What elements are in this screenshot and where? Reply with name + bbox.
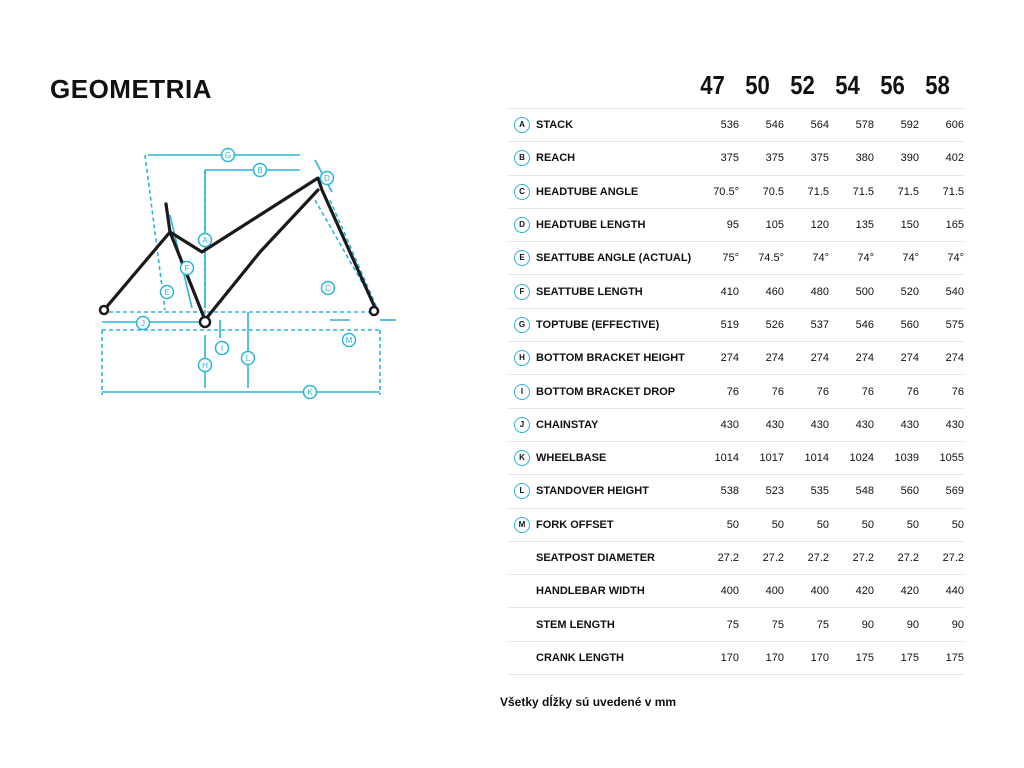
row-value: 50 xyxy=(874,508,919,541)
diagram-marker-label: B xyxy=(257,166,263,175)
row-value: 170 xyxy=(739,641,784,674)
row-badge-letter: A xyxy=(514,117,530,133)
row-label: HEADTUBE LENGTH xyxy=(536,208,694,241)
row-value: 76 xyxy=(739,375,784,408)
table-row xyxy=(508,242,964,275)
row-badge xyxy=(508,109,536,142)
row-value: 274 xyxy=(694,342,739,375)
row-value: 75 xyxy=(784,608,829,641)
row-value: 564 xyxy=(784,109,829,142)
row-badge-letter: G xyxy=(514,317,530,333)
row-value: 274 xyxy=(919,342,964,375)
row-value: 27.2 xyxy=(694,541,739,574)
row-badge xyxy=(508,608,536,641)
row-value: 75 xyxy=(739,608,784,641)
row-value: 538 xyxy=(694,475,739,508)
row-value: 75° xyxy=(694,242,739,275)
row-value: 74.5° xyxy=(739,242,784,275)
row-value: 375 xyxy=(694,142,739,175)
diagram-marker-label: H xyxy=(202,361,208,370)
diagram-marker-label: I xyxy=(220,344,224,353)
row-value: 523 xyxy=(739,475,784,508)
row-badge-letter: C xyxy=(514,184,530,200)
table-row xyxy=(508,175,964,208)
row-value: 520 xyxy=(874,275,919,308)
row-value: 274 xyxy=(874,342,919,375)
row-value: 75 xyxy=(694,608,739,641)
row-label: SEATPOST DIAMETER xyxy=(536,541,694,574)
row-value: 1024 xyxy=(829,441,874,474)
diagram-marker-h xyxy=(199,359,212,372)
row-value: 90 xyxy=(874,608,919,641)
row-badge xyxy=(508,575,536,608)
row-value: 460 xyxy=(739,275,784,308)
table-row xyxy=(508,308,964,341)
table-row xyxy=(508,508,964,541)
row-badge-letter: D xyxy=(514,217,530,233)
row-value: 560 xyxy=(874,308,919,341)
diagram-marker-b xyxy=(254,164,267,177)
diagram-marker-label: L xyxy=(245,354,251,363)
row-value: 1014 xyxy=(784,441,829,474)
row-badge-letter: J xyxy=(514,417,530,433)
row-value: 546 xyxy=(829,308,874,341)
row-value: 50 xyxy=(784,508,829,541)
row-badge xyxy=(508,541,536,574)
row-value: 170 xyxy=(784,641,829,674)
table-row xyxy=(508,342,964,375)
diagram-marker-label: G xyxy=(224,151,232,160)
row-value: 537 xyxy=(784,308,829,341)
row-value: 120 xyxy=(784,208,829,241)
row-value: 548 xyxy=(829,475,874,508)
row-value: 165 xyxy=(919,208,964,241)
row-badge-letter: I xyxy=(514,384,530,400)
row-value: 175 xyxy=(874,641,919,674)
row-value: 430 xyxy=(919,408,964,441)
bike-geometry-diagram xyxy=(90,140,410,410)
row-value: 27.2 xyxy=(739,541,784,574)
row-value: 400 xyxy=(694,575,739,608)
size-header-52: 52 xyxy=(790,70,815,100)
row-label: STACK xyxy=(536,109,694,142)
row-label: STEM LENGTH xyxy=(536,608,694,641)
row-value: 1055 xyxy=(919,441,964,474)
row-value: 274 xyxy=(739,342,784,375)
row-value: 400 xyxy=(784,575,829,608)
row-value: 175 xyxy=(829,641,874,674)
diagram-marker-d xyxy=(321,172,334,185)
row-value: 74° xyxy=(829,242,874,275)
diagram-marker-label: J xyxy=(141,319,145,328)
row-value: 274 xyxy=(829,342,874,375)
row-badge xyxy=(508,275,536,308)
row-value: 569 xyxy=(919,475,964,508)
diagram-marker-label: D xyxy=(324,174,330,183)
row-value: 50 xyxy=(919,508,964,541)
row-value: 170 xyxy=(694,641,739,674)
row-value: 274 xyxy=(784,342,829,375)
diagram-marker-c xyxy=(322,282,335,295)
row-badge-letter: E xyxy=(514,250,530,266)
row-badge xyxy=(508,441,536,474)
row-value: 71.5 xyxy=(874,175,919,208)
size-header-47: 47 xyxy=(700,70,725,100)
row-value: 50 xyxy=(829,508,874,541)
row-value: 546 xyxy=(739,109,784,142)
row-value: 560 xyxy=(874,475,919,508)
geometry-table xyxy=(508,108,964,675)
row-badge-letter: F xyxy=(514,284,530,300)
row-label: SEATTUBE ANGLE (ACTUAL) xyxy=(536,242,694,275)
row-label: STANDOVER HEIGHT xyxy=(536,475,694,508)
table-row xyxy=(508,608,964,641)
row-value: 430 xyxy=(784,408,829,441)
row-badge xyxy=(508,508,536,541)
table-row xyxy=(508,541,964,574)
row-value: 390 xyxy=(874,142,919,175)
row-badge xyxy=(508,308,536,341)
row-value: 27.2 xyxy=(784,541,829,574)
row-value: 430 xyxy=(694,408,739,441)
row-value: 480 xyxy=(784,275,829,308)
row-value: 71.5 xyxy=(784,175,829,208)
table-row xyxy=(508,375,964,408)
row-value: 500 xyxy=(829,275,874,308)
row-value: 1017 xyxy=(739,441,784,474)
row-value: 90 xyxy=(919,608,964,641)
row-value: 105 xyxy=(739,208,784,241)
diagram-marker-g xyxy=(222,149,235,162)
row-value: 380 xyxy=(829,142,874,175)
diagram-marker-label: K xyxy=(307,388,313,397)
diagram-marker-k xyxy=(304,386,317,399)
row-badge xyxy=(508,342,536,375)
row-value: 430 xyxy=(739,408,784,441)
row-value: 1039 xyxy=(874,441,919,474)
diagram-marker-label: F xyxy=(184,264,190,273)
diagram-marker-j xyxy=(137,317,150,330)
row-value: 27.2 xyxy=(874,541,919,574)
size-header-56: 56 xyxy=(880,70,905,100)
row-value: 420 xyxy=(874,575,919,608)
row-value: 592 xyxy=(874,109,919,142)
row-value: 375 xyxy=(739,142,784,175)
diagram-marker-l xyxy=(242,352,255,365)
row-value: 430 xyxy=(829,408,874,441)
diagram-marker-label: A xyxy=(202,236,208,245)
diagram-marker-label: C xyxy=(325,284,331,293)
row-value: 70.5° xyxy=(694,175,739,208)
row-badge-letter: H xyxy=(514,350,530,366)
row-value: 410 xyxy=(694,275,739,308)
diagram-marker-f xyxy=(181,262,194,275)
row-badge xyxy=(508,375,536,408)
row-value: 400 xyxy=(739,575,784,608)
size-header xyxy=(690,70,960,101)
row-badge xyxy=(508,142,536,175)
row-value: 27.2 xyxy=(829,541,874,574)
row-label: SEATTUBE LENGTH xyxy=(536,275,694,308)
row-value: 74° xyxy=(784,242,829,275)
row-label: CRANK LENGTH xyxy=(536,641,694,674)
row-label: HEADTUBE ANGLE xyxy=(536,175,694,208)
row-value: 70.5 xyxy=(739,175,784,208)
row-value: 50 xyxy=(694,508,739,541)
row-value: 27.2 xyxy=(919,541,964,574)
row-value: 1014 xyxy=(694,441,739,474)
diagram-marker-e xyxy=(161,286,174,299)
row-badge xyxy=(508,408,536,441)
row-value: 76 xyxy=(784,375,829,408)
table-row xyxy=(508,441,964,474)
row-label: REACH xyxy=(536,142,694,175)
row-value: 175 xyxy=(919,641,964,674)
size-header-50: 50 xyxy=(745,70,770,100)
row-badge-letter: M xyxy=(514,517,530,533)
row-label: CHAINSTAY xyxy=(536,408,694,441)
row-badge xyxy=(508,475,536,508)
units-note: Všetky dĺžky sú uvedené v mm xyxy=(500,695,677,709)
row-value: 575 xyxy=(919,308,964,341)
row-value: 150 xyxy=(874,208,919,241)
row-value: 71.5 xyxy=(829,175,874,208)
size-header-54: 54 xyxy=(835,70,860,100)
row-badge xyxy=(508,208,536,241)
row-value: 430 xyxy=(874,408,919,441)
table-row xyxy=(508,208,964,241)
row-value: 540 xyxy=(919,275,964,308)
row-value: 606 xyxy=(919,109,964,142)
row-label: HANDLEBAR WIDTH xyxy=(536,575,694,608)
row-value: 420 xyxy=(829,575,874,608)
diagram-marker-label: M xyxy=(345,336,353,345)
row-badge-letter: B xyxy=(514,150,530,166)
table-row xyxy=(508,475,964,508)
row-label: BOTTOM BRACKET DROP xyxy=(536,375,694,408)
size-header-58: 58 xyxy=(925,70,950,100)
table-row xyxy=(508,641,964,674)
row-label: WHEELBASE xyxy=(536,441,694,474)
row-value: 536 xyxy=(694,109,739,142)
row-label: TOPTUBE (EFFECTIVE) xyxy=(536,308,694,341)
row-value: 71.5 xyxy=(919,175,964,208)
row-value: 76 xyxy=(874,375,919,408)
table-row xyxy=(508,142,964,175)
row-value: 74° xyxy=(919,242,964,275)
row-value: 76 xyxy=(829,375,874,408)
diagram-marker-label: E xyxy=(164,288,170,297)
row-badge xyxy=(508,641,536,674)
table-row xyxy=(508,575,964,608)
row-value: 76 xyxy=(919,375,964,408)
diagram-marker-a xyxy=(199,234,212,247)
table-row xyxy=(508,275,964,308)
row-label: BOTTOM BRACKET HEIGHT xyxy=(536,342,694,375)
row-value: 90 xyxy=(829,608,874,641)
row-value: 578 xyxy=(829,109,874,142)
table-row xyxy=(508,109,964,142)
diagram-marker-i xyxy=(216,342,229,355)
row-badge-letter: K xyxy=(514,450,530,466)
row-value: 375 xyxy=(784,142,829,175)
row-badge xyxy=(508,242,536,275)
row-value: 535 xyxy=(784,475,829,508)
row-badge xyxy=(508,175,536,208)
row-badge-letter: L xyxy=(514,483,530,499)
row-value: 95 xyxy=(694,208,739,241)
page-title: GEOMETRIA xyxy=(50,74,212,104)
row-value: 50 xyxy=(739,508,784,541)
row-value: 526 xyxy=(739,308,784,341)
row-value: 519 xyxy=(694,308,739,341)
row-value: 440 xyxy=(919,575,964,608)
row-value: 74° xyxy=(874,242,919,275)
row-value: 402 xyxy=(919,142,964,175)
diagram-marker-m xyxy=(343,334,356,347)
table-row xyxy=(508,408,964,441)
row-label: FORK OFFSET xyxy=(536,508,694,541)
row-value: 135 xyxy=(829,208,874,241)
row-value: 76 xyxy=(694,375,739,408)
